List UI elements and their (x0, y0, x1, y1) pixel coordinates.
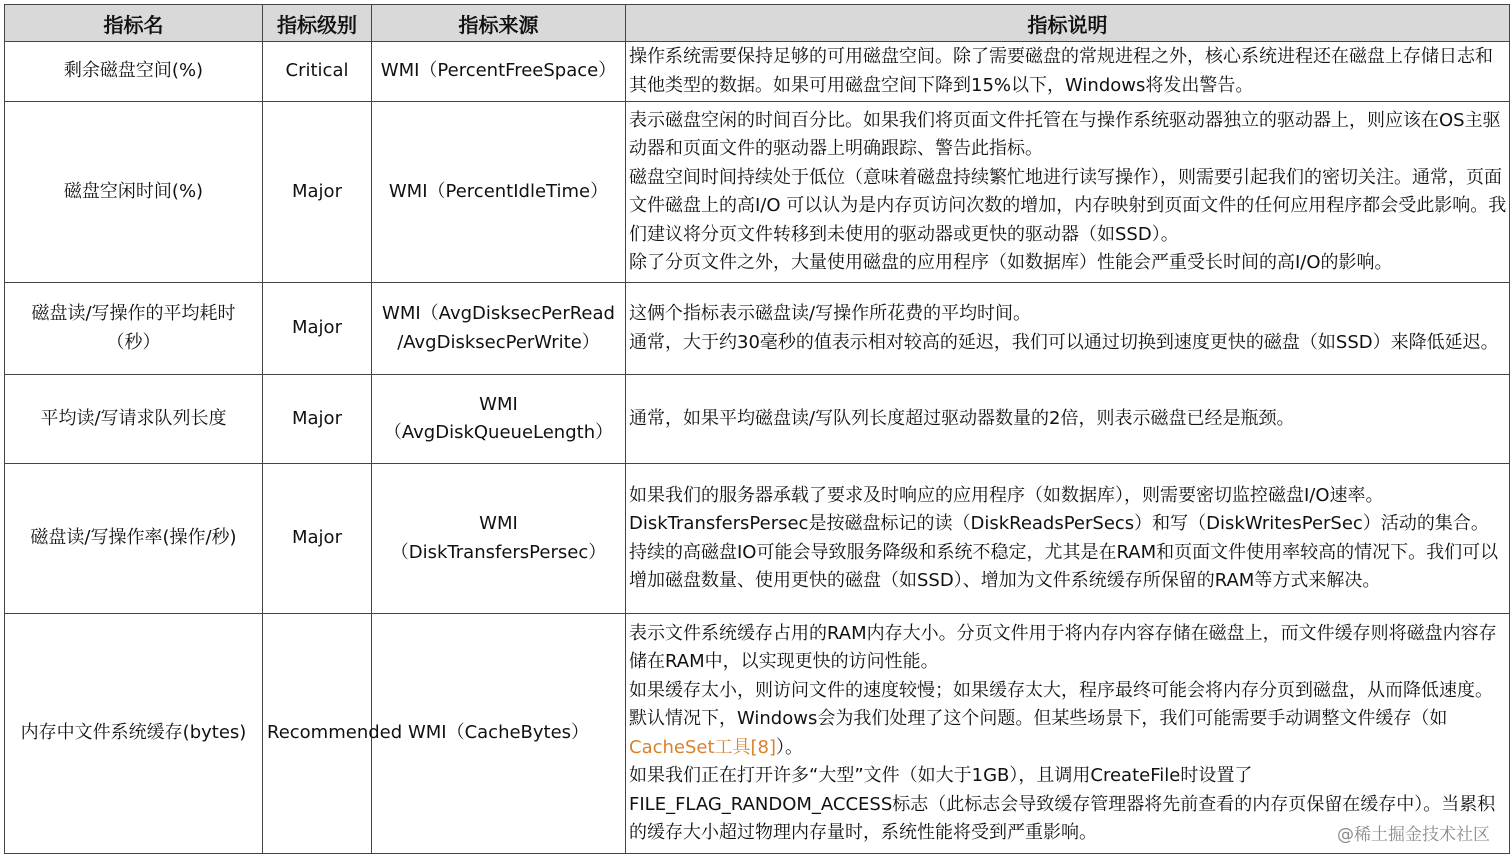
metric-level: Major (263, 283, 372, 375)
metric-name: 内存中文件系统缓存(bytes) (5, 614, 263, 854)
metric-name: 剩余磁盘空间(%) (5, 42, 263, 102)
metric-description (626, 375, 1510, 464)
metric-name: 磁盘空闲时间(%) (5, 102, 263, 283)
metric-name: 磁盘读/写操作的平均耗时（秒） (5, 283, 263, 375)
description-paragraph: 表示磁盘空闲的时间百分比。如果我们将页面文件托管在与操作系统驱动器独立的驱动器上，则应该在OS主驱动器和页面文件的驱动器上明确跟踪、警告此指标。 (629, 109, 1501, 159)
table-row (5, 283, 1510, 375)
metrics-table (4, 4, 1510, 854)
table-row (5, 464, 1510, 614)
header-metric-level: 指标级别 (263, 5, 372, 42)
description-paragraph: 如果我们的服务器承载了要求及时响应的应用程序（如数据库），则需要密切监控磁盘I/O速率。 (629, 484, 1384, 506)
metric-name: 平均读/写请求队列长度 (5, 375, 263, 464)
metric-source: WMI（AvgDisksecPerRead /AvgDisksecPerWrite） (372, 283, 626, 375)
description-paragraph: 这俩个指标表示磁盘读/写操作所花费的平均时间。 (629, 303, 1032, 324)
description-paragraph: 通常，大于约30毫秒的值表示相对较高的延迟，我们可以通过切换到速度更快的磁盘（如SSD）来降低延迟。 (629, 331, 1499, 353)
metric-level: Major (263, 102, 372, 283)
metric-level: Critical (263, 42, 372, 102)
metric-name: 磁盘读/写操作率(操作/秒) (5, 464, 263, 614)
table-row (5, 102, 1510, 283)
watermark-text: @稀土掘金技术社区 (1337, 825, 1490, 845)
description-paragraph: 磁盘空间时间持续处于低位（意味着磁盘持续繁忙地进行读写操作），则需要引起我们的密切关注。通常，页面文件磁盘上的高I/O 可以认为是内存页访问次数的增加，内存映射到页面文件的任何应用程序都会受此影响。我们建议将分页文件转移到未使用的驱动器或更快的驱动器（如SSD）。 (629, 166, 1507, 245)
description-paragraph: DiskTransfersPersec是按磁盘标记的读（DiskReadsPerSecs）和写（DiskWritesPerSec）活动的集合。 (629, 513, 1489, 534)
header-metric-source: 指标来源 (372, 5, 626, 42)
metric-source: WMI（DiskTransfersPersec） (372, 464, 626, 614)
metric-level: Major (263, 464, 372, 614)
metric-description (626, 102, 1510, 283)
metric-description (626, 464, 1510, 614)
cacheset-tool-link[interactable]: CacheSet工具[8] (629, 736, 777, 758)
description-paragraph: 操作系统需要保持足够的可用磁盘空间。除了需要磁盘的常规进程之外，核心系统进程还在磁盘上存储日志和其他类型的数据。如果可用磁盘空间下降到15%以下，Windows将发出警告。 (629, 46, 1493, 96)
table-header-row (5, 5, 1510, 42)
header-metric-description: 指标说明 (626, 5, 1510, 42)
description-paragraph (629, 677, 1507, 763)
metric-source: WMI（PercentIdleTime） (372, 102, 626, 283)
description-paragraph: 除了分页文件之外，大量使用磁盘的应用程序（如数据库）性能会严重受长时间的高I/O的影响。 (629, 252, 1393, 273)
metric-level: Major (263, 375, 372, 464)
metric-level: Recommended (263, 614, 372, 854)
description-text: 如果缓存太小，则访问文件的速度较慢；如果缓存太大，程序最终可能会将内存分页到磁盘，从而降低速度。默认情况下，Windows会为我们处理了这个问题。但某些场景下，我们可能需要手动调整文件缓存（如 (629, 679, 1493, 729)
metric-source: WMI（AvgDiskQueueLength） (372, 375, 626, 464)
header-metric-name: 指标名 (5, 5, 263, 42)
table-row (5, 42, 1510, 102)
description-paragraph: 持续的高磁盘IO可能会导致服务降级和系统不稳定，尤其是在RAM和页面文件使用率较高的情况下。我们可以增加磁盘数量、使用更快的磁盘（如SSD）、增加为文件系统缓存所保留的RAM等方式来解决。 (629, 541, 1499, 591)
metric-description (626, 283, 1510, 375)
description-paragraph: 表示文件系统缓存占用的RAM内存大小。分页文件用于将内存内容存储在磁盘上，而文件缓存则将磁盘内容存储在RAM中，以实现更快的访问性能。 (629, 622, 1497, 672)
table-row (5, 375, 1510, 464)
description-text: ）。 (776, 736, 804, 758)
metric-description (626, 42, 1510, 102)
description-paragraph: 如果我们正在打开许多“大型”文件（如大于1GB），且调用CreateFile时设置了FILE_FLAG_RANDOM_ACCESS标志（此标志会导致缓存管理器将先前查看的内存页保留在缓存中）。当累积的缓存大小超过物理内存量时，系统性能将受到严重影响。 (629, 765, 1496, 843)
metric-source: WMI（PercentFreeSpace） (372, 42, 626, 102)
metric-description (626, 614, 1510, 854)
metric-source: WMI（CacheBytes） (372, 614, 626, 854)
table-row (5, 614, 1510, 854)
description-paragraph: 通常，如果平均磁盘读/写队列长度超过驱动器数量的2倍，则表示磁盘已经是瓶颈。 (629, 407, 1295, 429)
